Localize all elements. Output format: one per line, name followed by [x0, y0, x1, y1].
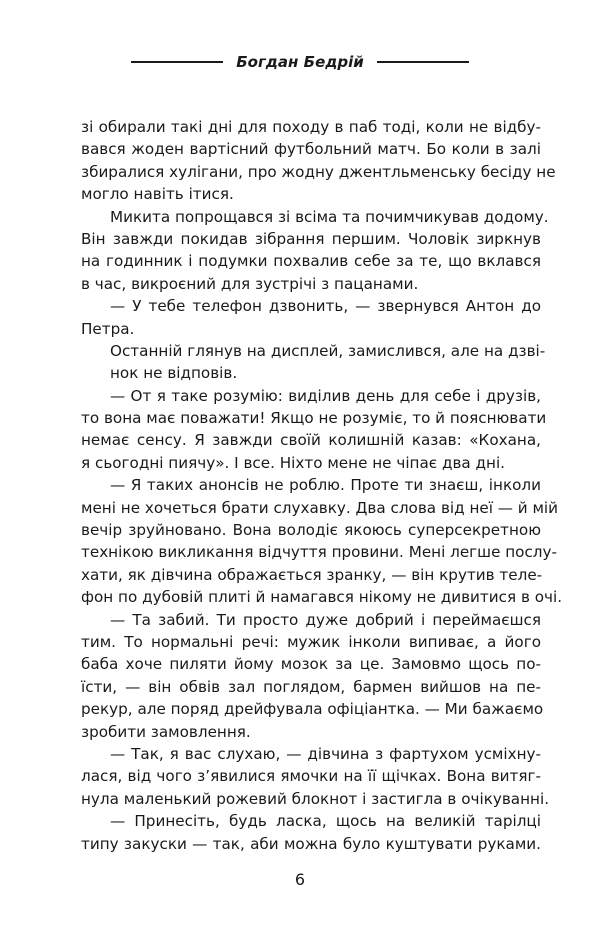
text-line: зі обирали такі дні для походу в паб тоді, коли не відбу- [81, 118, 541, 136]
text-line: зробити замовлення. [81, 722, 251, 741]
text-line: тим. То нормальні речі: мужик інколи випиває, а його [81, 632, 541, 651]
text-line: збиралися хулігани, про жодну джентльменську бесіду не [81, 162, 556, 181]
text-line: баба хоче пиляти йому мозок за це. Замовмо щось по- [81, 655, 541, 674]
text-line: могло навіть ітися. [81, 185, 234, 204]
text-line: фон по дубовій плиті й намагався нікому не дивитися в очі. [81, 588, 563, 607]
text-line: — Так, я вас слухаю, — дівчина з фартухом усміхну- [110, 744, 541, 763]
text-line: на годинник і подумки похвалив себе за те, що вклався [81, 252, 541, 271]
text-line: нула маленький рожевий блокнот і застигла в очікуванні. [81, 789, 550, 808]
header-rule-left [131, 61, 223, 63]
text-line: Він завжди покидав зібрання першим. Чоловік зиркнув [81, 229, 541, 248]
text-line: — Принесіть, будь ласка, щось на великій тарілці [110, 812, 541, 831]
text-line: їсти, — він обвів зал поглядом, бармен вийшов на пе- [81, 677, 541, 696]
running-header [0, 50, 600, 74]
text-line: — Та забий. Ти просто дуже добрий і переймаєшся [110, 610, 541, 629]
author-name: Богдан Бедрій [236, 53, 364, 71]
text-line: — Я таких анонсів не роблю. Проте ти знаєш, інколи [110, 476, 541, 495]
text-line: в час, викроєний для зустрічі з пацанами. [81, 274, 419, 293]
header-rule-right [377, 61, 469, 63]
text-line: мені не хочеться брати слухавку. Два слова від неї — й мій [81, 498, 559, 517]
text-line: типу закуски — так, аби можна було куштувати руками. [81, 834, 541, 853]
body-text [81, 116, 563, 855]
text-line: хати, як дівчина ображається зранку, — він крутив теле- [81, 565, 543, 584]
text-line: я сьогодні пиячу». І все. Ніхто мене не чіпає два дні. [81, 453, 506, 472]
page-number: 6 [294, 870, 306, 889]
text-line: технікою викликання відчуття провини. Мені легше послу- [81, 543, 557, 562]
text-line: то вона має поважати! Якщо не розуміє, то й пояснювати [81, 409, 547, 428]
text-line: нок не відповів. [110, 364, 238, 383]
text-line: рекур, але поряд дрейфувала офіціантка. — Ми бажаємо [81, 700, 544, 719]
text-line: — От я таке розумію: виділив день для себе і друзів, [110, 386, 541, 405]
text-line: вечір зруйновано. Вона володіє якоюсь суперсекретною [81, 521, 541, 540]
text-line: Петра. [81, 319, 135, 338]
text-line: немає сенсу. Я завжди своїй колишній казав: «Кохана, [81, 431, 541, 450]
text-line: Останній глянув на дисплей, замислився, але на дзві- [110, 341, 546, 360]
text-line: лася, від чого з’явилися ямочки на її щічках. Вона витяг- [81, 767, 541, 786]
text-line: — У тебе телефон дзвонить, — звернувся Антон до [110, 297, 541, 316]
text-line: Микита попрощався зі всіма та почимчикував додому. [110, 207, 549, 226]
text-line: вався жоден вартісний футбольний матч. Бо коли в залі [81, 140, 541, 159]
